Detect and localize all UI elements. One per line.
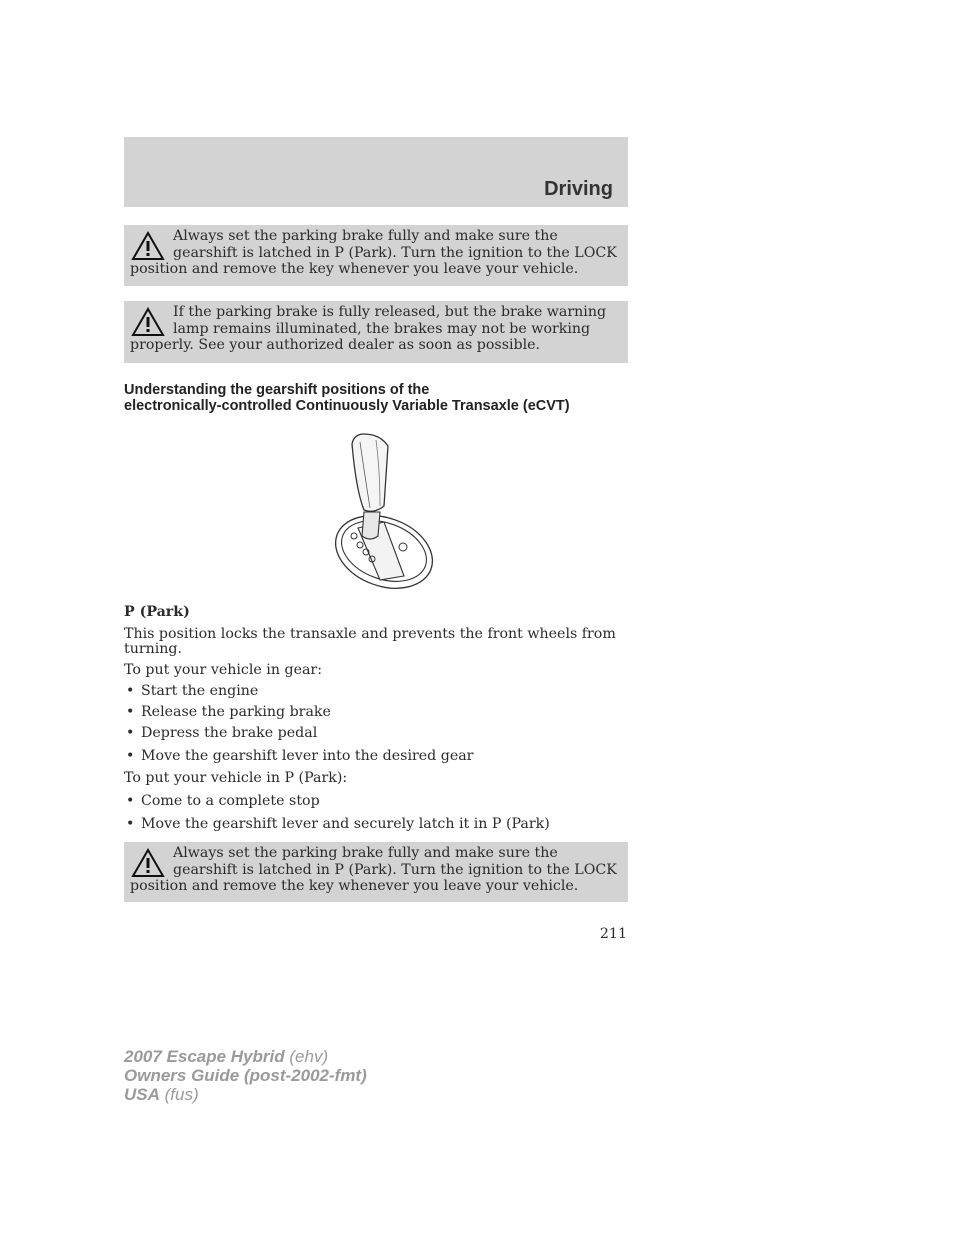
section-header	[124, 137, 628, 207]
warning-text: Always set the parking brake fully and make sure the gearshift is latched in P (Park). Turn the ignition to the LOCK position and remove the key whenever you leave your vehicle.	[130, 228, 617, 277]
subheading-line: Understanding the gearshift positions of the	[124, 382, 430, 398]
warning-box	[124, 842, 628, 902]
park-heading: P (Park)	[124, 604, 190, 620]
section-title: Driving	[544, 178, 613, 200]
park-lead: To put your vehicle in P (Park):	[124, 770, 348, 786]
warning-box	[124, 225, 628, 286]
warning-box	[124, 301, 628, 363]
in-gear-lead: To put your vehicle in gear:	[124, 662, 322, 678]
warning-icon	[131, 231, 165, 261]
page-number: 211	[599, 926, 627, 942]
park-intro: This position locks the transaxle and prevents the front wheels from turning.	[124, 626, 616, 657]
section-subheading	[124, 383, 644, 414]
gearshift-lever-illustration	[330, 430, 438, 592]
warning-text: Always set the parking brake fully and make sure the gearshift is latched in P (Park). Turn the ignition to the LOCK position and remove the key whenever you leave your vehicle.	[130, 845, 617, 894]
warning-text: If the parking brake is fully released, but the brake warning lamp remains illuminated, the brakes may not be working properly. See your authorized dealer as soon as possible.	[130, 304, 607, 353]
footer-line: 2007 Escape Hybrid (ehv)	[124, 1047, 329, 1066]
warning-icon	[131, 848, 165, 878]
subheading-line: electronically-controlled Continuously Variable Transaxle (eCVT)	[124, 397, 570, 414]
footer-line: USA (fus)	[124, 1085, 199, 1104]
document-footer	[124, 1047, 367, 1104]
footer-line: Owners Guide (post-2002-fmt)	[124, 1066, 367, 1085]
warning-icon	[131, 307, 165, 337]
